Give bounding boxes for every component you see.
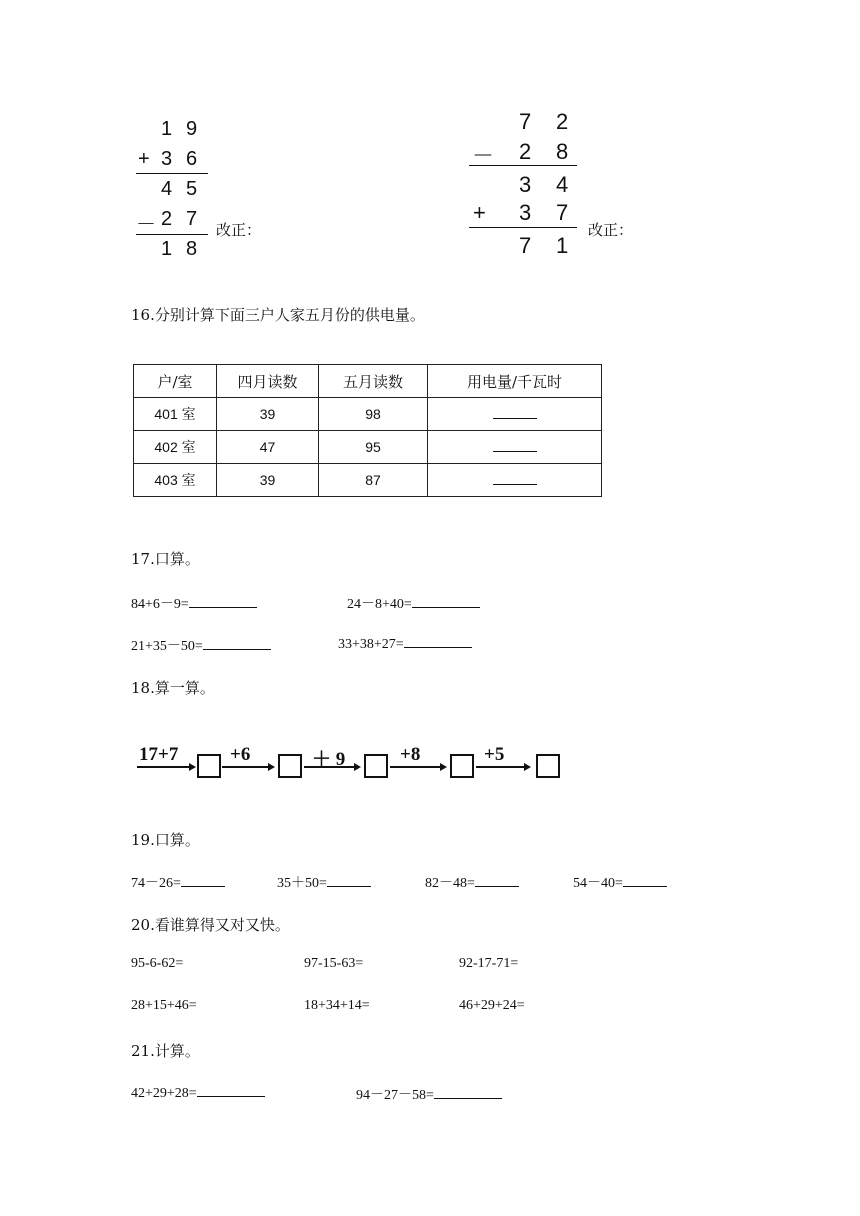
vr-r5-d2: 1 [556, 233, 569, 258]
vl-r1-d1: 1 [161, 118, 173, 140]
q19-expression: 54－40= [573, 876, 623, 891]
answer-box[interactable] [278, 754, 302, 778]
q17-expression: 84+6－9= [131, 597, 189, 612]
table-cell-usage[interactable] [428, 398, 602, 431]
vl-r2-d2: 6 [186, 148, 198, 170]
answer-blank[interactable] [493, 472, 537, 485]
q21-expression: 42+29+28= [131, 1086, 197, 1101]
answer-box[interactable] [364, 754, 388, 778]
q18-title: 18.算一算。 [131, 679, 215, 697]
chain-step-label: +8 [400, 744, 421, 765]
vr-r1-d1: 7 [519, 109, 532, 134]
table-row [134, 398, 602, 431]
vr-r5-d1: 7 [519, 233, 532, 258]
chain-step-label: +5 [484, 744, 505, 765]
answer-box[interactable] [197, 754, 221, 778]
chain-arrow-line [137, 766, 189, 768]
q16-title: 16.分别计算下面三户人家五月份的供电量。 [131, 306, 425, 324]
q19-item [573, 872, 667, 892]
table-cell-april: 39 [217, 464, 319, 497]
vr-r3-d2: 4 [556, 172, 569, 197]
table-cell-may: 98 [319, 398, 428, 431]
q19-expression: 35＋50= [277, 876, 327, 891]
vl-r3-d2: 5 [186, 178, 198, 200]
vl-r5-d2: 8 [186, 238, 198, 260]
vl-r1-d2: 9 [186, 118, 198, 140]
vl-r2-d1: 3 [161, 148, 173, 170]
answer-blank[interactable] [197, 1084, 265, 1097]
answer-blank[interactable] [181, 874, 225, 887]
q20-expression: 18+34+14= [304, 998, 370, 1013]
vl-correction-label: 改正： [216, 221, 262, 239]
chain-start-label: 17+7 [139, 744, 179, 765]
q19-title: 19.口算。 [131, 831, 200, 849]
q20-expression: 46+29+24= [459, 998, 525, 1013]
vr-sum-line-1 [469, 165, 577, 166]
table-header-row [134, 365, 602, 398]
q21-item [131, 1084, 265, 1102]
table-header-cell: 四月读数 [217, 365, 319, 398]
vr-sum-line-2 [469, 227, 577, 228]
vl-r4-d1: 2 [161, 208, 173, 230]
vl-sum-line-1 [136, 173, 208, 174]
q20-expression: 95-6-62= [131, 956, 184, 971]
electricity-table [133, 364, 602, 497]
chain-arrow-line [222, 766, 268, 768]
q17-title: 17.口算。 [131, 550, 200, 568]
q17-item [347, 593, 480, 613]
vl-sum-line-2 [136, 234, 208, 235]
vr-r2-op: － [472, 143, 495, 168]
arrow-right-icon [189, 763, 196, 771]
table-cell-may: 87 [319, 464, 428, 497]
q17-item [131, 635, 271, 655]
q20-expression: 28+15+46= [131, 998, 197, 1013]
vr-r1-d2: 2 [556, 109, 569, 134]
q17-expression: 24－8+40= [347, 597, 412, 612]
q17-item [131, 593, 257, 613]
vr-r2-d2: 8 [556, 139, 569, 164]
q19-expression: 82－48= [425, 876, 475, 891]
table-row [134, 464, 602, 497]
answer-blank[interactable] [493, 439, 537, 452]
q19-item [425, 872, 519, 892]
q21-expression: 94－27－58= [356, 1088, 434, 1103]
q19-item [131, 872, 225, 892]
vr-r4-d2: 7 [556, 200, 569, 225]
table-cell-april: 39 [217, 398, 319, 431]
answer-blank[interactable] [434, 1086, 502, 1099]
vr-r4-op: + [473, 200, 486, 225]
table-cell-april: 47 [217, 431, 319, 464]
chain-arrow-line [390, 766, 440, 768]
chain-step-label: +6 [230, 744, 251, 765]
q19-item [277, 872, 371, 892]
chain-arrow-line [476, 766, 524, 768]
arrow-right-icon [354, 763, 361, 771]
answer-blank[interactable] [203, 637, 271, 650]
vl-r2-op: + [138, 148, 150, 170]
vl-r4-op: － [136, 214, 156, 236]
q21-title: 21.计算。 [131, 1042, 200, 1060]
answer-box[interactable] [536, 754, 560, 778]
table-row [134, 431, 602, 464]
table-header-cell: 五月读数 [319, 365, 428, 398]
chain-arrow-line [304, 766, 354, 768]
table-cell-room: 401 室 [134, 398, 217, 431]
table-cell-usage[interactable] [428, 464, 602, 497]
vr-r2-d1: 2 [519, 139, 532, 164]
q20-expression: 92-17-71= [459, 956, 519, 971]
vr-r4-d1: 3 [519, 200, 532, 225]
q19-expression: 74－26= [131, 876, 181, 891]
vl-r5-d1: 1 [161, 238, 173, 260]
answer-blank[interactable] [404, 635, 472, 648]
vl-r4-d2: 7 [186, 208, 198, 230]
table-header-cell: 用电量/千瓦时 [428, 365, 602, 398]
q21-item [356, 1084, 502, 1104]
chain-step-label: ＋ 9 [312, 749, 346, 770]
vr-r3-d1: 3 [519, 172, 532, 197]
table-cell-usage[interactable] [428, 431, 602, 464]
arrow-right-icon [440, 763, 447, 771]
answer-blank[interactable] [189, 595, 257, 608]
answer-blank[interactable] [623, 874, 667, 887]
vl-r3-d1: 4 [161, 178, 173, 200]
vr-correction-label: 改正： [588, 221, 634, 239]
answer-blank[interactable] [475, 874, 519, 887]
q20-expression: 97-15-63= [304, 956, 364, 971]
table-cell-room: 403 室 [134, 464, 217, 497]
answer-box[interactable] [450, 754, 474, 778]
q20-title: 20.看谁算得又对又快。 [131, 916, 290, 934]
answer-blank[interactable] [412, 595, 480, 608]
q17-expression: 33+38+27= [338, 637, 404, 652]
table-cell-may: 95 [319, 431, 428, 464]
table-header-cell: 户/室 [134, 365, 217, 398]
answer-blank[interactable] [493, 406, 537, 419]
arrow-right-icon [524, 763, 531, 771]
q17-expression: 21+35－50= [131, 639, 203, 654]
q17-item [338, 635, 472, 653]
arrow-right-icon [268, 763, 275, 771]
answer-blank[interactable] [327, 874, 371, 887]
table-cell-room: 402 室 [134, 431, 217, 464]
